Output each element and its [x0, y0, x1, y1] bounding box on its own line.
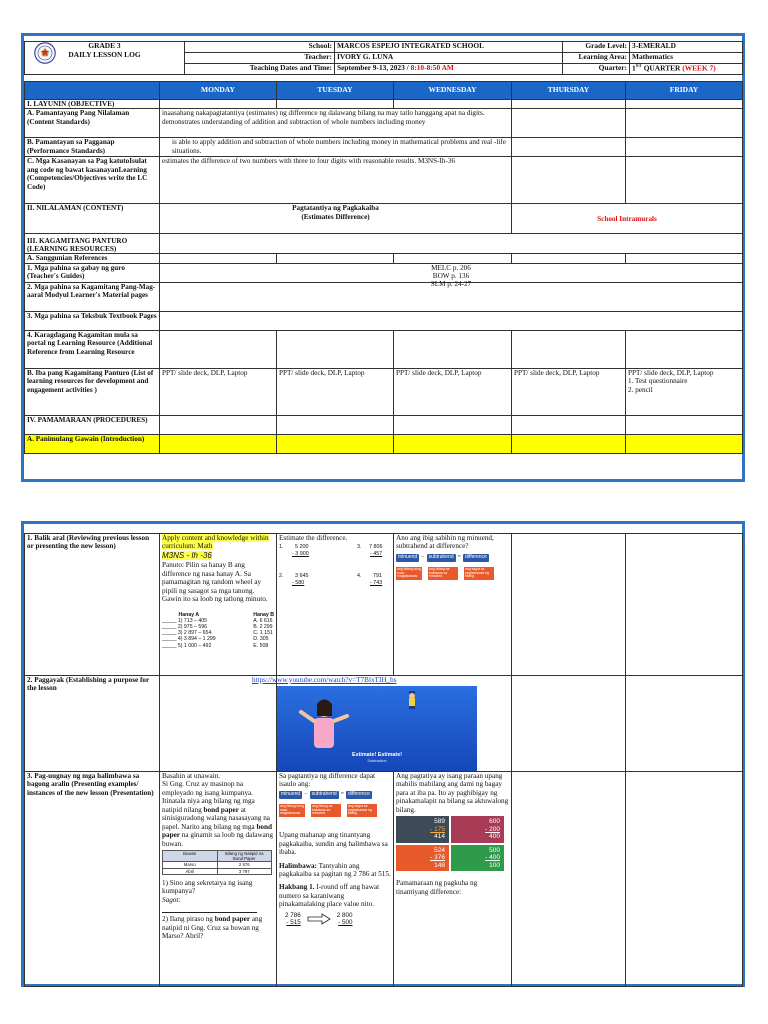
intramurals-note: School Intramurals: [512, 204, 743, 234]
day-header-blank: [25, 82, 160, 100]
review-wednesday: [394, 534, 512, 676]
day-tuesday: TUESDAY: [277, 82, 394, 100]
hanay-a-header: Hanay A: [178, 611, 200, 618]
list-item: _____ 1) 713 – 405: [162, 618, 207, 624]
terms-diagram: [396, 554, 509, 580]
difference-chip: difference: [465, 553, 487, 560]
hakbang-1: [279, 883, 391, 908]
table-row: [25, 330, 743, 368]
terms-notes: [396, 567, 509, 580]
answer-label: Sagot:: [162, 895, 181, 904]
rounding-example: [279, 912, 391, 927]
day-wednesday: WEDNESDAY: [394, 82, 512, 100]
table-row: [25, 676, 743, 772]
learning-area-value: Mathematics: [630, 53, 743, 64]
content-standards-text-1: inaasahang nakapagtatantiya (estimates) ng difference ng dalawang bilang na may tatlo hanggang apat na digits.: [162, 109, 485, 118]
review-tuesday: [277, 534, 394, 676]
other-resources-label: B. Iba pang Kagamitang Panturo (List of learning resources for development and engagement activities ): [25, 368, 160, 415]
terms-row: [279, 791, 391, 799]
dates-cell: [335, 64, 563, 75]
minuend-chip: minuend: [281, 790, 301, 797]
estimation-boxes: [396, 816, 504, 871]
table-row: [25, 204, 743, 234]
table-row: [25, 368, 743, 415]
day-header-row: [25, 82, 743, 100]
list-item: _____ 2) 975 – 596: [162, 624, 207, 631]
teachers-guide-label: 1. Mga pahina sa gabay ng guro (Teacher's Guides): [25, 263, 160, 282]
tuesday-upang: Upang mahanap ang tinantyang pagkakaiba, sundin ang halimbawa sa ibaba.: [279, 831, 388, 857]
relating-tuesday: [277, 772, 394, 987]
relating-monday: [160, 772, 277, 987]
lc-code: M3NS - Ih -36: [162, 550, 212, 560]
list-item: _____ 4) 3 894 – 1 299: [162, 636, 216, 643]
bow-cell: [160, 271, 743, 311]
learners-material-label: 2. Mga pahina sa Kagamitang Pang-Mag-aaral Modyul Learner's Material pages: [25, 282, 160, 311]
content-standards-text-2: demonstrates understanding of addition and subtraction of whole numbers including money: [162, 117, 426, 126]
time-value: 8:10-8:50 AM: [410, 63, 454, 72]
lesson-log-page-1: [21, 33, 745, 482]
minus-sign: −: [304, 791, 308, 798]
day-friday: FRIDAY: [626, 82, 743, 100]
references-label: A. Sanggunian References: [25, 254, 160, 263]
subtrahend-chip: subtrahend: [311, 790, 337, 797]
minuend-note: ang bilang kung saan magbabawas: [397, 566, 421, 579]
quarter-label: Quarter:: [563, 64, 630, 75]
example-rounded: 2 800 - 500: [336, 911, 353, 927]
header-table: [24, 41, 743, 75]
estimate-exercises: [279, 544, 391, 586]
bond-paper-term-1: bond paper: [203, 805, 239, 814]
list-item: 3. 7 806 - 457: [357, 544, 383, 557]
subtrahend-note: ang bilang na babawas sa minuend: [428, 567, 458, 580]
performance-standards-label: B. Pamantayan sa Pagganap (Performance Standards): [25, 138, 160, 157]
grade-level-value: 3-EMERALD: [630, 42, 743, 53]
youtube-link[interactable]: https://www.youtube.com/watch?v=T7BlxTIH_bs: [252, 676, 397, 684]
list-item: B. 2 299: [253, 624, 273, 631]
tuesday-terms-diagram: [279, 791, 391, 817]
question-2-text-a: 2) Ilang piraso ng: [162, 915, 213, 924]
table-row: Marso 2 576: [163, 862, 272, 868]
melc-ref: MELC p. 206: [160, 263, 743, 282]
dates-value: September 9-13, 2023 /: [337, 63, 409, 72]
list-item: _____ 3) 2 897 – 654: [162, 630, 212, 637]
content-title-1: Pagtatantiya ng Pagkakaiba: [292, 204, 379, 213]
day-monday: MONDAY: [160, 82, 277, 100]
hakbang-text: I-round off ang bawat numero sa karaniwang pinakamalaking place value nito.: [279, 883, 380, 909]
story-text-3: Narito ang bilang ng mga: [181, 822, 255, 831]
quarter-suffix: ST: [635, 64, 642, 69]
purpose-video-cell: [252, 676, 512, 772]
wednesday-pamamaraan: Pamamaraan ng pagkuha ng tinantiyang difference:: [396, 879, 478, 896]
learning-area-label: Learning Area:: [563, 53, 630, 64]
list-item: E. 508: [253, 642, 269, 649]
terms-notes: [279, 804, 391, 817]
answer-line: [162, 904, 257, 913]
table-row: [25, 100, 743, 109]
purpose-label: 2. Paggayak (Establishing a purpose for the lesson: [25, 676, 160, 772]
table-row: [25, 157, 743, 204]
equals-sign: =: [457, 554, 461, 561]
introduction-label: A. Panimulang Gawain (Introduction): [25, 434, 160, 453]
lesson-table-page-1: [24, 81, 743, 454]
friday-resources: PPT/ slide deck, DLP, Laptop: [628, 368, 714, 377]
list-item: _____ 5) 1 000 – 492: [162, 642, 212, 649]
day-thursday: THURSDAY: [512, 82, 626, 100]
textbook-label: 3. Mga pahina sa Teksbuk Textbook Pages: [25, 311, 160, 330]
question-2-text-b: ang natipid ni Gng. Cruz sa buwan ng Marso? Abril?: [162, 915, 263, 941]
list-item: 4. 791 - 743: [357, 573, 383, 586]
bow-ref: BOW p. 136: [432, 271, 470, 280]
table-header-month: Buwan: [163, 851, 218, 862]
minus-sign: −: [421, 554, 425, 561]
difference-note: ang sagot sa pagbabawas ng bilang: [347, 804, 377, 817]
list-item: C. 1 151: [253, 630, 273, 637]
minuend-chip: minuend: [398, 553, 418, 560]
quarter-text: QUARTER: [643, 63, 681, 73]
video-thumbnail[interactable]: [277, 686, 477, 771]
review-monday: [160, 534, 277, 676]
grade-level-label: Grade Level:: [563, 42, 630, 53]
box-rounded-2: 500 - 400 100: [451, 845, 504, 871]
review-instruction: Panuto: Pilin sa hanay B ang difference ng nasa hanay A. Sa pamamagitan ng random wheel ay pipili ng sasagot sa mga tanong. Gawin ito sa loob ng tatlong minuto.: [162, 561, 268, 604]
video-subcaption: Subtraction: [367, 759, 387, 763]
other-resources-tuesday: PPT/ slide deck, DLP, Laptop: [277, 368, 394, 415]
week-value: (WEEK 7): [682, 63, 716, 73]
equals-sign: =: [340, 791, 344, 798]
video-caption: Estimate! Estimate!: [351, 752, 403, 758]
bond-paper-table: [162, 850, 272, 874]
halimbawa-label: Halimbawa:: [279, 861, 317, 870]
table-row: [25, 109, 743, 138]
review-label: 1. Balik aral (Reviewing previous lesson or presenting the new lesson): [25, 534, 160, 676]
resources-label: III. KAGAMITANG PANTURO (LEARNING RESOURCES): [25, 234, 160, 254]
table-row: [25, 415, 743, 434]
halimbawa-text: Tantyahin ang pagkakaiba sa pagitan ng 2 786 at 515.: [279, 861, 391, 878]
table-row: [25, 254, 743, 263]
other-resources-wednesday: PPT/ slide deck, DLP, Laptop: [394, 368, 512, 415]
hakbang-label: Hakbang 1.: [279, 883, 315, 892]
relating-wednesday: [394, 772, 512, 987]
read-instruction: Basahin at unawain.: [162, 772, 221, 780]
question-1: 1) Sino ang sekretarya ng isang kumpanya?: [162, 878, 253, 896]
quarter-cell: [630, 64, 743, 75]
list-item: 2. 3 645 - 580: [279, 573, 309, 586]
school-label: School:: [185, 42, 335, 53]
table-row: [25, 282, 743, 311]
table-row: [25, 772, 743, 987]
hanay-b-header: Hanay B: [253, 611, 274, 618]
other-resources-monday: PPT/ slide deck, DLP, Laptop: [160, 368, 277, 415]
hanay-a-list: [162, 612, 216, 649]
bond-paper-term-2: bond paper: [162, 822, 273, 840]
difference-note: ang sagot sa pagbabawas ng bilang: [464, 567, 494, 580]
tuesday-intro: Sa pagtantiya ng difference dapat isaulo ang:: [279, 772, 376, 789]
content-standards-label: A. Pamantayang Pang Nilalaman (Content Standards): [25, 109, 160, 138]
story-text-4: na ginamit sa loob ng dalawang buwan.: [162, 831, 273, 848]
competencies-text: estimates the difference of two numbers with three to four digits with reasonable results. M3NS-Ih-36: [160, 157, 512, 204]
friday-extra-2: 2. pencil: [628, 385, 653, 394]
relating-label: 3. Pag-uugnay ng mga halimbawa sa bagong aralin (Presenting examples/ instances of the new lesson (Presentation): [25, 772, 160, 987]
box-rounded-1: 600 - 200 400: [451, 816, 504, 842]
log-title-cell: [25, 42, 185, 75]
difference-chip: difference: [348, 790, 370, 797]
school-value: MARCOS ESPEJO INTEGRATED SCHOOL: [335, 42, 563, 53]
box-original-2: 524 - 376 148: [396, 845, 449, 871]
table-row: [25, 311, 743, 330]
content-cell: [160, 204, 512, 234]
teacher-value: IVORY G. LUNA: [335, 53, 563, 64]
lesson-log-page-2: [21, 521, 745, 987]
content-label: II. NILALAMAN (CONTENT): [25, 204, 160, 234]
example-original: 2 786 - 515: [285, 911, 301, 927]
grade-label: GRADE 3: [88, 41, 121, 50]
table-header-count: Bilang ng Natipid na Bond Paper: [217, 851, 272, 862]
log-title: DAILY LESSON LOG: [68, 49, 141, 59]
slm-ref: SLM p. 24-27: [430, 280, 472, 289]
procedures-label: IV. PAMAMARAAN (PROCEDURES): [25, 415, 160, 434]
lr-portal-label: 4. Karagdagang Kagamitan mula sa portal ng Learning Resource (Additional Reference from Learning Resource: [25, 330, 160, 368]
list-item: 1. 5 200 - 3 900: [279, 544, 309, 557]
arrow-right-icon: [307, 913, 331, 925]
subtrahend-chip: subtrahend: [428, 553, 454, 560]
story-text-2: at sinisiguradong walang nasasayang na papel.: [162, 805, 270, 831]
apply-content-text: Apply content and knowledge within curriculum: Math: [162, 534, 269, 551]
content-standards-cell: [160, 109, 512, 138]
table-row: Abril 3 797: [163, 868, 272, 874]
terms-row: [396, 554, 509, 562]
friday-extra-1: 1. Test questionnaire: [628, 377, 688, 386]
hanay-b-list: [253, 612, 274, 649]
bond-paper-term-3: bond paper: [214, 915, 251, 924]
table-row: [25, 234, 743, 254]
lesson-table-page-2: [24, 533, 743, 987]
box-original-1: 589 - 175 414: [396, 816, 449, 842]
story-text-1: Si Gng. Cruz ay masinop na empleyado ng isang kumpanya. Itinatala niya ang bilang ng mga natipid nilang: [162, 780, 255, 814]
quarter-number: 1: [632, 63, 636, 73]
story-paragraph: [162, 780, 274, 848]
performance-standards-text: is able to apply addition and subtraction of whole numbers including money in mathematical problems and real -life situations.: [160, 138, 512, 157]
list-item: A. 6 616: [253, 618, 273, 624]
other-resources-friday: [626, 368, 743, 415]
hanay-table: [162, 612, 274, 649]
table-row: [25, 138, 743, 157]
minuend-note: ang bilang kung saan magbabawas: [280, 803, 304, 816]
mean-question: Ano ang ibig sabihin ng minuend, subtrahend at difference?: [396, 534, 494, 551]
halimbawa: [279, 862, 391, 879]
objective-label: I. LAYUNIN (OBJECTIVE): [25, 100, 160, 109]
table-row: [25, 534, 743, 676]
content-title-2: (Estimates Difference): [301, 212, 370, 221]
competencies-label: C. Mga Kasanayan sa Pag katutoIsulat ang code ng bawat kasanayanLearning (Competencies/Objectives write the LC Code): [25, 157, 160, 204]
question-2: [162, 915, 274, 940]
table-row: [25, 434, 743, 453]
subtrahend-note: ang bilang na babawas sa minuend: [311, 804, 341, 817]
wednesday-text: Ang pagtatiya ay isang paraan upang mabilis mabilang ang dami ng bagay para at iba pa. Ito ay pagbibigay ng pinakamalapit na bilang sa aktuwalong bilang.: [396, 772, 509, 814]
other-resources-thursday: PPT/ slide deck, DLP, Laptop: [512, 368, 626, 415]
dates-label: Teaching Dates and Time:: [185, 64, 335, 75]
teacher-label: Teacher:: [185, 53, 335, 64]
estimate-instruction: Estimate the difference.: [279, 534, 348, 542]
list-item: D. 305: [253, 636, 269, 643]
